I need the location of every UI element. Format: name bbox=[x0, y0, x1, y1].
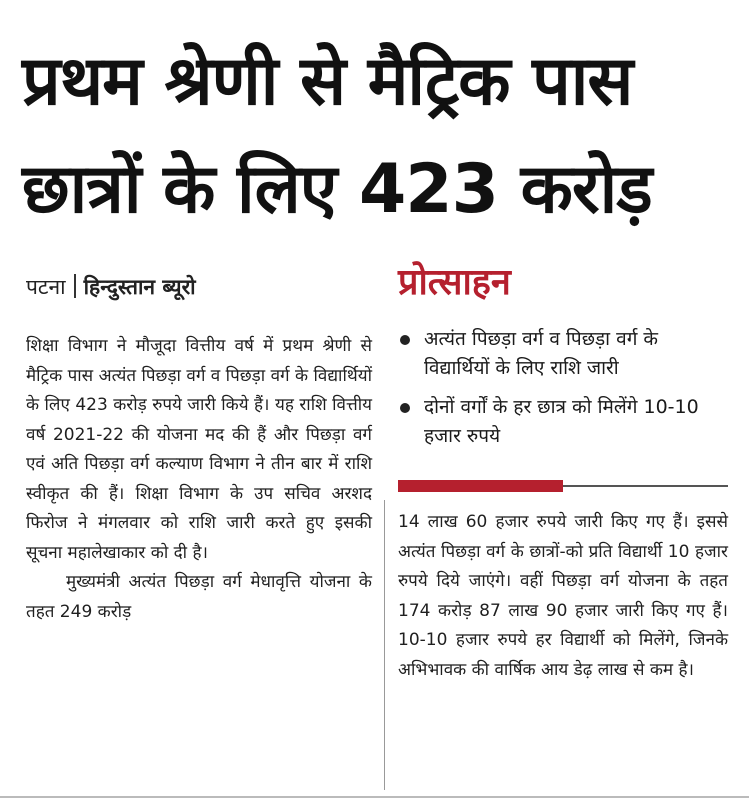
headline bbox=[22, 28, 734, 244]
bottom-border bbox=[0, 796, 749, 798]
bullet-icon bbox=[400, 403, 410, 413]
byline bbox=[26, 272, 196, 302]
byline-city: पटना bbox=[26, 275, 66, 299]
thin-rule bbox=[563, 485, 728, 487]
bullet-icon bbox=[400, 335, 410, 345]
article-paragraph-3: 14 लाख 60 हजार रुपये जारी किए गए हैं। इससे अत्यंत पिछड़ा वर्ग के छात्रों-को प्रति विद्यार्थी 10 हजार रुपये दिये जाएंगे। वहीं पिछड़ा वर्ग योजना के तहत 174 करोड़ 87 लाख 90 हजार जारी किए गए हैं। 10-10 हजार रुपये हर विद्यार्थी को मिलेंगे, जिनके अभिभावक की वार्षिक आय डेढ़ लाख से कम है। bbox=[398, 512, 728, 680]
highlight-bullet bbox=[398, 325, 728, 383]
headline-line-1: प्रथम श्रेणी से मैट्रिक पास bbox=[22, 42, 633, 121]
byline-bureau: हिन्दुस्तान ब्यूरो bbox=[83, 275, 196, 299]
article-paragraph-2: मुख्यमंत्री अत्यंत पिछड़ा वर्ग मेधावृत्ति योजना के तहत 249 करोड़ bbox=[26, 572, 372, 622]
sidebar-title: प्रोत्साहन bbox=[398, 262, 511, 303]
column-divider bbox=[384, 500, 385, 790]
article-left-column bbox=[26, 332, 372, 627]
byline-separator bbox=[74, 274, 76, 298]
article-paragraph-1: शिक्षा विभाग ने मौजूदा वित्तीय वर्ष में प्रथम श्रेणी से मैट्रिक पास अत्यंत पिछड़ा वर्ग व पिछड़ा वर्ग के विद्यार्थियों के लिए 423 करोड़ रुपये जारी किये हैं। यह राशि वित्तीय वर्ष 2021-22 की योजना मद की हैं और पिछड़ा वर्ग एवं अति पिछड़ा वर्ग कल्याण विभाग ने तीन बार में राशि स्वीकृत की हैं। शिक्षा विभाग के उप सचिव अरशद फिरोज ने मंगलवार को राशि जारी करते हुए इसकी सूचना महालेखाकार को दी है। bbox=[26, 336, 372, 563]
highlight-bullet bbox=[398, 393, 728, 451]
headline-line-2: छात्रों के लिए 423 करोड़ bbox=[22, 150, 652, 229]
accent-rule bbox=[398, 480, 563, 492]
bullet-text: अत्यंत पिछड़ा वर्ग व पिछड़ा वर्ग के विद्यार्थियों के लिए राशि जारी bbox=[424, 328, 659, 379]
article-right-column bbox=[398, 508, 728, 685]
bullet-text: दोनों वर्गों के हर छात्र को मिलेंगे 10-10 हजार रुपये bbox=[424, 396, 699, 447]
highlight-bullets bbox=[398, 325, 728, 461]
